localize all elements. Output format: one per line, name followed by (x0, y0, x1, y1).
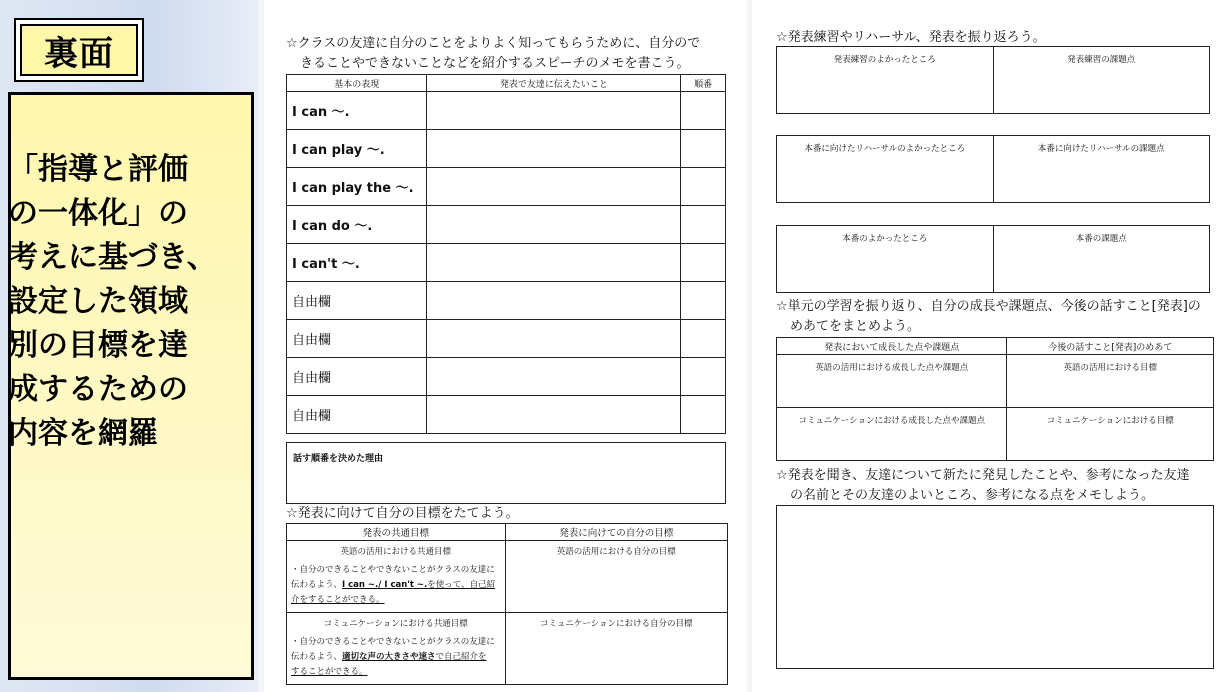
memo-header-order: 順番 (681, 75, 726, 92)
memo-header-content: 発表で友達に伝えたいこと (427, 75, 681, 92)
memo-expression: I can't 〜. (287, 244, 427, 282)
memo-order-cell[interactable] (681, 206, 726, 244)
memo-order-cell[interactable] (681, 130, 726, 168)
memo-expression: 自由欄 (287, 358, 427, 396)
comm-growth-cell[interactable]: コミュニケーションにおける成長した点や課題点 (777, 408, 1007, 461)
memo-content-cell[interactable] (427, 130, 681, 168)
sidebar-panel (0, 0, 258, 692)
english-common-goal-cell (287, 541, 506, 613)
friend-notes-box[interactable] (776, 505, 1214, 669)
memo-order-cell[interactable] (681, 396, 726, 434)
memo-expression: I can do 〜. (287, 206, 427, 244)
english-growth-cell[interactable]: 英語の活用における成長した点や課題点 (777, 355, 1007, 408)
comm-goal-cell[interactable]: コミュニケーションにおける目標 (1007, 408, 1214, 461)
reflection-heading: ☆発表練習やリハーサル、発表を振り返ろう。 (776, 30, 1046, 45)
memo-content-cell[interactable] (427, 282, 681, 320)
memo-row (287, 92, 726, 130)
memo-content-cell[interactable] (427, 244, 681, 282)
practice-good-label: 発表練習のよかったところ (833, 55, 936, 65)
memo-expression: I can play the 〜. (287, 168, 427, 206)
memo-expression: I can play 〜. (287, 130, 427, 168)
rehearsal-reflection-grid (776, 135, 1210, 203)
practice-issue-label: 発表練習の課題点 (1067, 55, 1136, 65)
final-reflection-grid (776, 225, 1210, 293)
order-reason-label: 話す順番を決めた理由 (293, 454, 384, 464)
comm-own-goal-title: コミュニケーションにおける自分の目標 (540, 619, 693, 629)
memo-row (287, 396, 726, 434)
speech-memo-table (286, 74, 726, 434)
memo-content-cell[interactable] (427, 320, 681, 358)
memo-header-expression: 基本の表現 (287, 75, 427, 92)
goal-header-own: 発表に向けての自分の目標 (505, 524, 727, 541)
worksheet-page-right (752, 0, 1229, 692)
final-issue-label: 本番の課題点 (1075, 234, 1127, 244)
memo-row (287, 168, 726, 206)
memo-expression: I can 〜. (287, 92, 427, 130)
english-own-goal-cell[interactable] (505, 541, 727, 613)
goal-table (286, 523, 728, 685)
memo-order-cell[interactable] (681, 92, 726, 130)
unit-header-goal: 今後の話すこと[発表]のめあて (1007, 338, 1214, 355)
rehearsal-issue-label: 本番に向けたリハーサルの課題点 (1037, 144, 1165, 154)
memo-row (287, 130, 726, 168)
memo-order-cell[interactable] (681, 282, 726, 320)
comm-common-goal-body: ・自分のできることやできないことがクラスの友達に 伝わるよう、適切な声の大きさや速さで自己紹介を することができる。 (291, 637, 495, 677)
english-common-goal-body: ・自分のできることやできないことがクラスの友達に 伝わるよう、I can ~./ I can't ~.を使って、自己紹 介をすることができる。 (291, 565, 496, 605)
side-badge-label: 裏面 (20, 24, 138, 76)
practice-reflection-grid (776, 46, 1210, 114)
goal-header-common: 発表の共通目標 (287, 524, 506, 541)
memo-content-cell[interactable] (427, 396, 681, 434)
rehearsal-good-label: 本番に向けたリハーサルのよかったところ (804, 144, 966, 154)
memo-content-cell[interactable] (427, 358, 681, 396)
unit-reflection-table (776, 337, 1214, 461)
english-own-goal-title: 英語の活用における自分の目標 (556, 547, 676, 557)
practice-issue-cell[interactable] (993, 47, 1210, 113)
comm-common-goal-title: コミュニケーションにおける共通目標 (323, 619, 468, 629)
unit-header-growth: 発表において成長した点や課題点 (777, 338, 1007, 355)
summary-text: 「指導と評価 の一体化」の 考えに基づき、 設定した領域 別の目標を達 成するための 内容を網羅 (8, 152, 217, 451)
notes-heading-line1: ☆発表を聞き、友達について新たに発見したことや、参考になった友達 (776, 468, 1190, 483)
comm-own-goal-cell[interactable] (505, 613, 727, 685)
final-good-label: 本番のよかったところ (842, 234, 928, 244)
memo-content-cell[interactable] (427, 92, 681, 130)
final-good-cell[interactable] (777, 226, 993, 292)
memo-content-cell[interactable] (427, 168, 681, 206)
memo-expression: 自由欄 (287, 282, 427, 320)
memo-order-cell[interactable] (681, 244, 726, 282)
order-reason-box[interactable] (286, 442, 726, 504)
memo-row (287, 358, 726, 396)
memo-expression: 自由欄 (287, 396, 427, 434)
memo-heading-line2: きることやできないことなどを紹介するスピーチのメモを書こう。 (300, 56, 690, 71)
memo-order-cell[interactable] (681, 358, 726, 396)
rehearsal-good-cell[interactable] (777, 136, 993, 202)
rehearsal-issue-cell[interactable] (993, 136, 1210, 202)
memo-expression: 自由欄 (287, 320, 427, 358)
notes-heading-line2: の名前とその友達のよいところ、参考になる点をメモしよう。 (790, 488, 1155, 503)
memo-row (287, 282, 726, 320)
memo-row (287, 320, 726, 358)
memo-order-cell[interactable] (681, 320, 726, 358)
unit-heading-line2: めあてをまとめよう。 (790, 319, 921, 334)
memo-content-cell[interactable] (427, 206, 681, 244)
memo-row (287, 206, 726, 244)
comm-common-goal-cell (287, 613, 506, 685)
english-common-goal-title: 英語の活用における共通目標 (340, 547, 452, 557)
memo-row (287, 244, 726, 282)
unit-heading-line1: ☆単元の学習を振り返り、自分の成長や課題点、今後の話すこと[発表]の (776, 299, 1201, 314)
memo-heading-line1: ☆クラスの友達に自分のことをよりよく知ってもらうために、自分ので (286, 36, 701, 51)
memo-order-cell[interactable] (681, 168, 726, 206)
worksheet-page-left (264, 0, 747, 692)
practice-good-cell[interactable] (777, 47, 993, 113)
english-goal-cell[interactable]: 英語の活用における目標 (1007, 355, 1214, 408)
final-issue-cell[interactable] (993, 226, 1210, 292)
goal-heading: ☆発表に向けて自分の目標をたてよう。 (286, 506, 519, 521)
side-badge (14, 18, 144, 82)
